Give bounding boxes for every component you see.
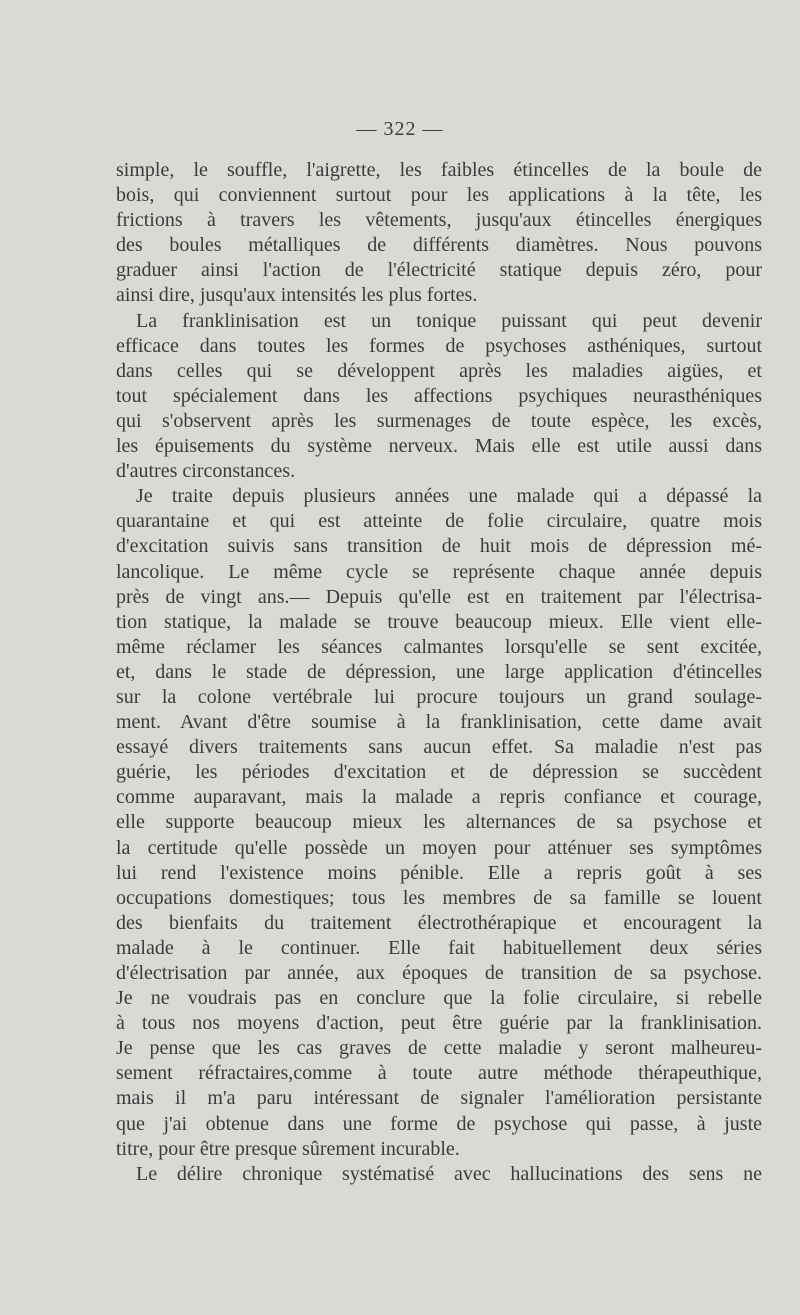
text-line: guérie, les périodes d'excitation et de dépression se succèdent: [116, 761, 762, 784]
text-line: mais il m'a paru intéressant de signaler l'amélioration persistante: [116, 1087, 762, 1110]
text-line: à tous nos moyens d'action, peut être guérie par la franklinisation.: [116, 1012, 762, 1035]
text-line: que j'ai obtenue dans une forme de psychose qui passe, à juste: [116, 1112, 762, 1135]
text-line: Je traite depuis plusieurs années une malade qui a dépassé la: [136, 485, 762, 508]
paragraph: [116, 158, 762, 309]
text-line: malade à le continuer. Elle fait habituellement deux séries: [116, 936, 762, 959]
text-line: essayé divers traitements sans aucun effet. Sa maladie n'est pas: [116, 736, 762, 759]
text-line: ment. Avant d'être soumise à la franklinisation, cette dame avait: [116, 711, 762, 734]
text-line: Je pense que les cas graves de cette maladie y seront malheureu-: [116, 1037, 762, 1060]
text-line: comme auparavant, mais la malade a repris confiance et courage,: [116, 786, 762, 809]
text-line: des boules métalliques de différents diamètres. Nous pouvons: [116, 234, 762, 257]
text-line: les épuisements du système nerveux. Mais elle est utile aussi dans: [116, 435, 762, 458]
text-line: bois, qui conviennent surtout pour les applications à la tête, les: [116, 184, 762, 207]
text-line: frictions à travers les vêtements, jusqu'aux étincelles énergiques: [116, 209, 762, 232]
text-line: efficace dans toutes les formes de psychoses asthéniques, surtout: [116, 334, 762, 357]
text-line: sur la colone vertébrale lui procure toujours un grand soulage-: [116, 685, 762, 708]
text-line: d'électrisation par année, aux époques de transition de sa psychose.: [116, 962, 762, 984]
text-line: la certitude qu'elle possède un moyen pour atténuer ses symptômes: [116, 836, 762, 859]
text-line: Le délire chronique systématisé avec hallucinations des sens ne: [136, 1162, 762, 1185]
text-line: elle supporte beaucoup mieux les alternances de sa psychose et: [116, 811, 762, 834]
paragraph: [116, 1162, 762, 1187]
text-line: lui rend l'existence moins pénible. Elle a repris goût à ses: [116, 861, 762, 884]
text-line: simple, le souffle, l'aigrette, les faibles étincelles de la boule de: [116, 159, 762, 181]
paragraph: [116, 484, 762, 1162]
text-line: occupations domestiques; tous les membres de sa famille se louent: [116, 886, 762, 909]
text-line: d'excitation suivis sans transition de huit mois de dépression mé-: [116, 535, 762, 558]
text-line: titre, pour être presque sûrement incurable.: [116, 1137, 460, 1160]
paragraph: [116, 309, 762, 485]
text-line: La franklinisation est un tonique puissant qui peut devenir: [136, 309, 762, 332]
text-line: Je ne voudrais pas en conclure que la folie circulaire, si rebelle: [116, 987, 762, 1010]
text-line: d'autres circonstances.: [116, 460, 296, 483]
text-line: graduer ainsi l'action de l'électricité statique depuis zéro, pour: [116, 259, 762, 282]
text-line: même réclamer les séances calmantes lorsqu'elle se sent excitée,: [116, 635, 762, 658]
body-text: [116, 158, 762, 1187]
text-line: sement réfractaires,comme à toute autre méthode thérapeuthique,: [116, 1062, 762, 1085]
text-line: lancolique. Le même cycle se représente chaque année depuis: [116, 560, 762, 583]
text-line: et, dans le stade de dépression, une large application d'étincelles: [116, 660, 762, 683]
text-line: des bienfaits du traitement électrothérapique et encouragent la: [116, 911, 762, 934]
text-line: tion statique, la malade se trouve beaucoup mieux. Elle vient elle-: [116, 610, 762, 633]
text-line: ainsi dire, jusqu'aux intensités les plus fortes.: [116, 284, 478, 307]
page-number: — 322 —: [356, 118, 444, 140]
text-line: quarantaine et qui est atteinte de folie circulaire, quatre mois: [116, 510, 762, 533]
text-line: dans celles qui se développent après les maladies aigües, et: [116, 359, 762, 382]
text-line: qui s'observent après les surmenages de toute espèce, les excès,: [116, 409, 762, 432]
text-line: tout spécialement dans les affections psychiques neurasthéniques: [116, 384, 762, 407]
text-line: près de vingt ans.— Depuis qu'elle est en traitement par l'électrisa-: [116, 585, 762, 608]
